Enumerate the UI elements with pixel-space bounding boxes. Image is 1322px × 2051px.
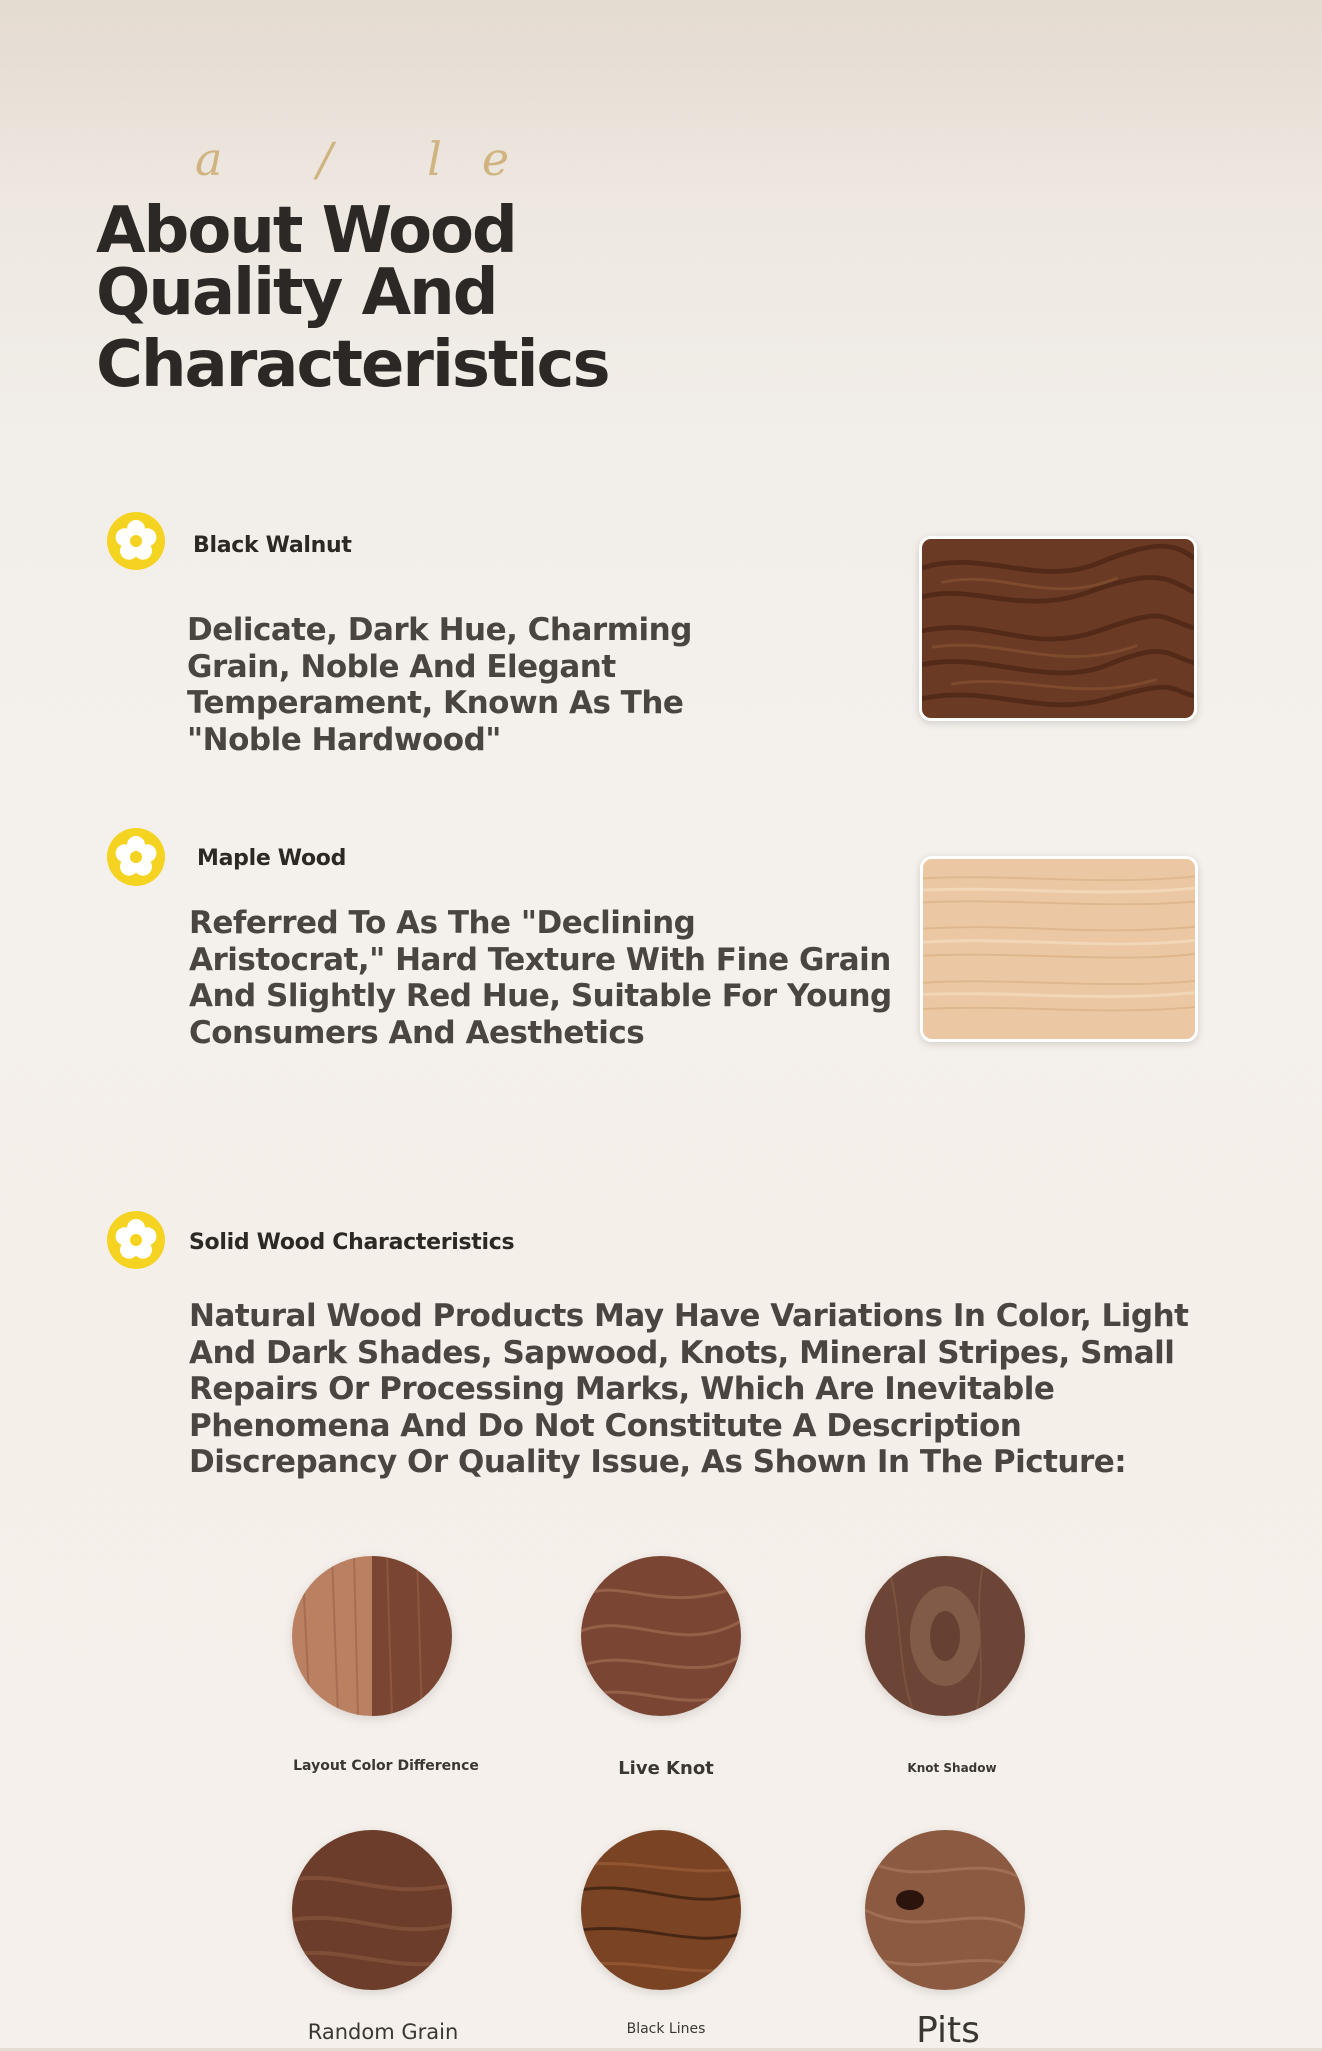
caption-pits: Pits: [916, 2010, 980, 2051]
flower-icon: [106, 511, 166, 571]
decorative-script-logo: a / le: [195, 132, 550, 186]
caption-knot-shadow: Knot Shadow: [907, 1761, 997, 1775]
flower-icon: [106, 827, 166, 887]
live-knot-image: [581, 1556, 741, 1716]
title-line-1: About Wood: [96, 194, 516, 268]
flower-icon: [106, 1210, 166, 1270]
section-label-black-walnut: Black Walnut: [193, 533, 352, 558]
walnut-texture-image: [919, 536, 1197, 721]
title-line-2: Quality And: [96, 256, 497, 330]
black-lines-image: [581, 1830, 741, 1990]
section-description-black-walnut: Delicate, Dark Hue, Charming Grain, Noble And Elegant Temperament, Known As The "Noble Hardwood": [187, 612, 692, 758]
caption-live-knot: Live Knot: [618, 1758, 714, 1779]
section-label-maple-wood: Maple Wood: [197, 846, 347, 871]
layout-color-difference-image: [292, 1556, 452, 1716]
caption-random-grain: Random Grain: [307, 2020, 459, 2044]
pits-image: [865, 1830, 1025, 1990]
title-line-3: Characteristics: [96, 328, 609, 402]
caption-black-lines: Black Lines: [626, 2021, 706, 2037]
random-grain-image: [292, 1830, 452, 1990]
page-title: [96, 194, 616, 402]
section-description-solid-wood: Natural Wood Products May Have Variations In Color, Light And Dark Shades, Sapwood, Knots, Mineral Stripes, Small Repairs Or Processing Marks, Which Are Inevitable Phenomena And Do Not Constitute A Description Discrepancy Or Quality Issue, As Shown In The Picture:: [189, 1298, 1189, 1480]
knot-shadow-image: [865, 1556, 1025, 1716]
maple-texture-image: [920, 856, 1198, 1042]
caption-layout-color-difference: Layout Color Difference: [293, 1758, 479, 1774]
section-label-solid-wood: Solid Wood Characteristics: [189, 1230, 515, 1255]
section-description-maple-wood: Referred To As The "Declining Aristocrat," Hard Texture With Fine Grain And Slightly Red Hue, Suitable For Young Consumers And Aesthetics: [189, 905, 892, 1051]
